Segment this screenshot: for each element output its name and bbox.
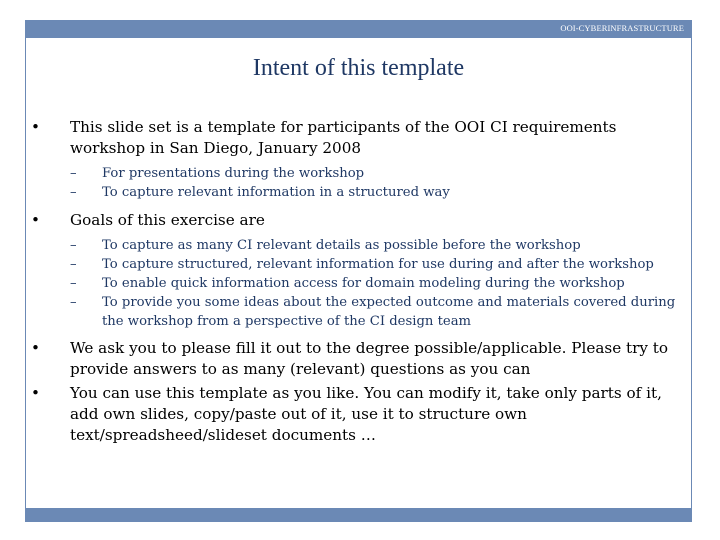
dash-icon: – (70, 166, 77, 181)
sub-item-text: To capture structured, relevant information for use during and after the workshop (102, 257, 654, 272)
sub-item-text: To enable quick information access for domain modeling during the workshop (102, 276, 625, 291)
bullet-icon: • (31, 211, 40, 229)
header-label: OOI-CYBERINFRASTRUCTURE (560, 23, 684, 33)
sub-item-text: For presentations during the workshop (102, 166, 365, 181)
sub-list (28, 236, 683, 331)
bullet-icon: • (31, 339, 40, 357)
bullet-icon: • (31, 118, 40, 136)
sub-item (28, 164, 683, 183)
sub-item-text: To capture as many CI relevant details as possible before the workshop (102, 238, 581, 253)
bullet-item (28, 210, 683, 231)
sub-item (28, 183, 683, 202)
dash-icon: – (70, 276, 77, 291)
bullet-text: This slide set is a template for participants of the OOI CI requirements workshop in San Diego, January 2008 (70, 118, 617, 157)
sub-item (28, 236, 683, 255)
bullet-item (28, 117, 683, 159)
bullet-text: You can use this template as you like. You can modify it, take only parts of it, add own slides, copy/paste out of it, use it to structure own text/spreadsheed/slideset documents … (70, 384, 662, 444)
sub-item-text: To provide you some ideas about the expected outcome and materials covered during the workshop from a perspective of the CI design team (102, 295, 676, 329)
bullet-item (28, 383, 683, 446)
frame-left-border (25, 38, 26, 508)
dash-icon: – (70, 238, 77, 253)
sub-item (28, 274, 683, 293)
dash-icon: – (70, 257, 77, 272)
bullet-text: Goals of this exercise are (70, 211, 265, 229)
slide-content (28, 117, 683, 446)
header-bar (25, 20, 692, 38)
footer-bar (25, 508, 692, 522)
bullet-item (28, 338, 683, 380)
slide-title: Intent of this template (252, 55, 465, 81)
sub-item (28, 293, 683, 331)
dash-icon: – (70, 295, 77, 310)
bullet-text: We ask you to please fill it out to the degree possible/applicable. Please try to provide answers to as many (relevant) questions as you can (70, 339, 669, 378)
bullet-icon: • (31, 384, 40, 402)
dash-icon: – (70, 185, 77, 200)
frame-right-border (691, 38, 692, 508)
sub-item-text: To capture relevant information in a structured way (102, 185, 450, 200)
sub-item (28, 255, 683, 274)
sub-list (28, 164, 683, 202)
